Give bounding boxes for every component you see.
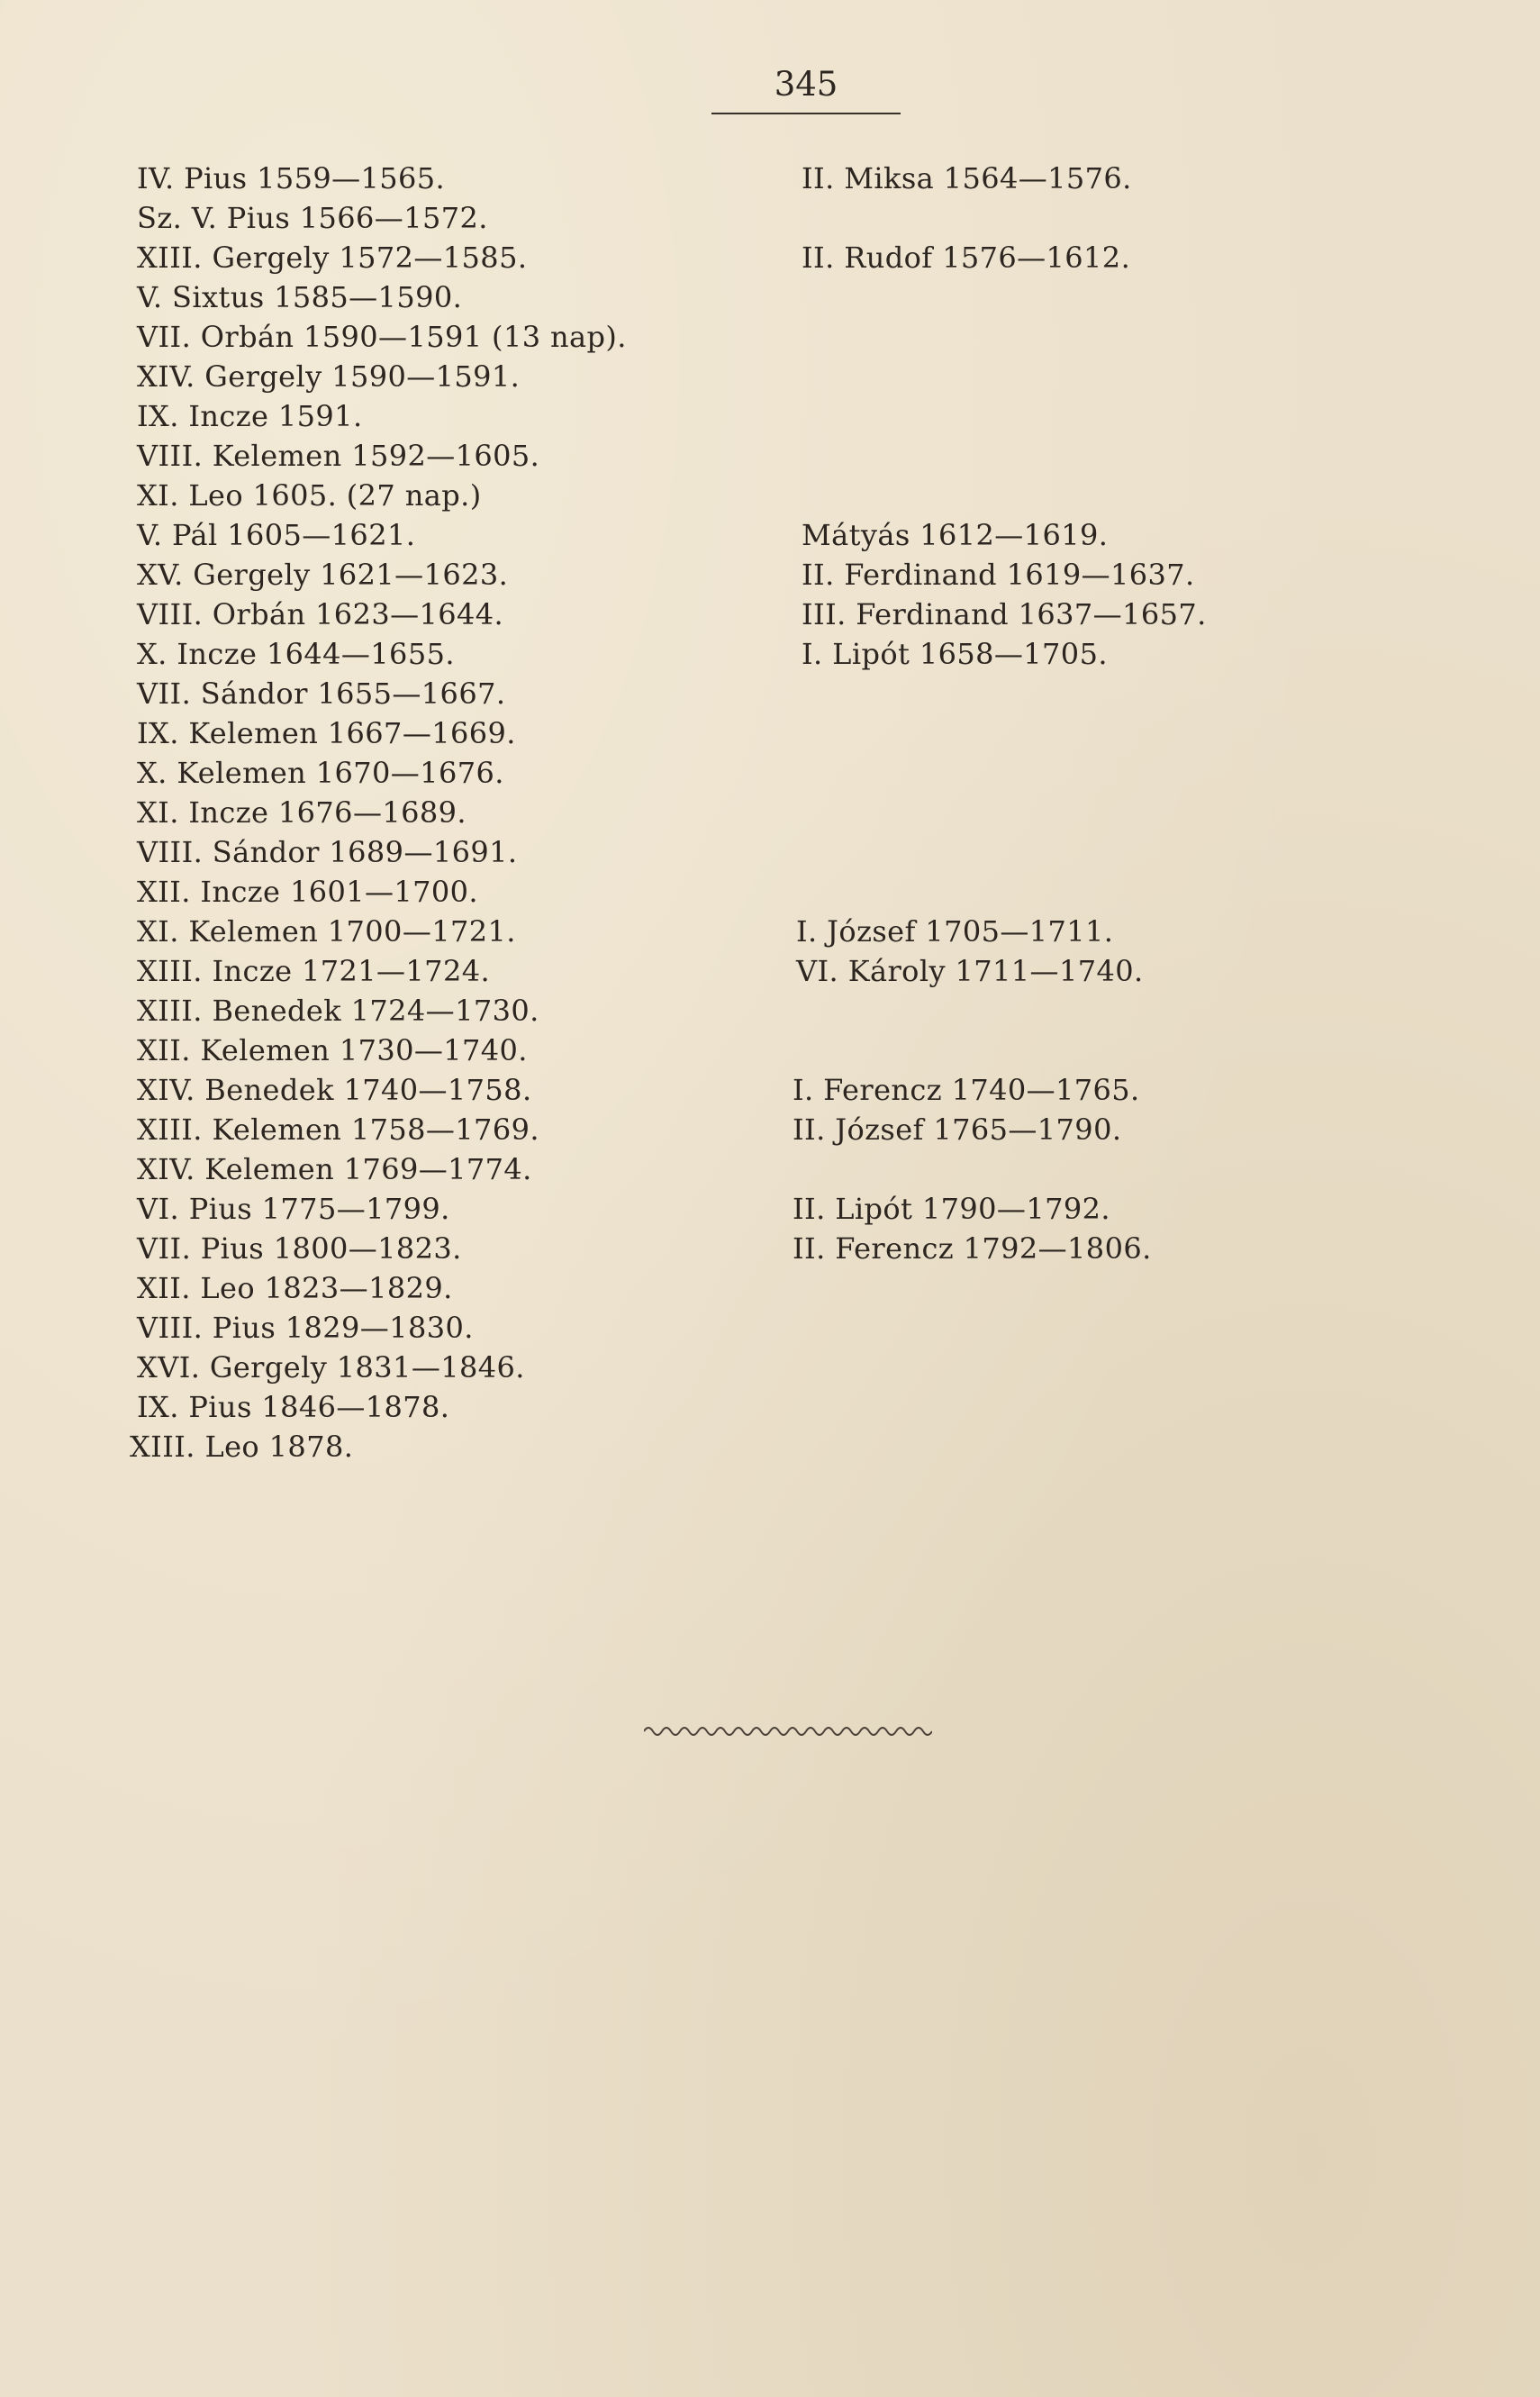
left-entry: VI. Pius 1775—1799. [137, 1192, 450, 1226]
page-number: 345 [774, 65, 838, 104]
left-entry: XII. Kelemen 1730—1740. [137, 1033, 528, 1067]
left-entry: XIV. Kelemen 1769—1774. [137, 1152, 532, 1186]
left-entry: XIII. Gergely 1572—1585. [137, 241, 528, 275]
left-entry: XIII. Leo 1878. [130, 1430, 354, 1464]
right-entry: II. Ferdinand 1619—1637. [802, 558, 1195, 592]
left-entry: XVI. Gergely 1831—1846. [137, 1350, 525, 1385]
left-entry: XIV. Benedek 1740—1758. [137, 1073, 532, 1107]
right-entry: I. Lipót 1658—1705. [802, 637, 1108, 671]
left-entry: IX. Incze 1591. [137, 399, 363, 433]
left-entry: XII. Leo 1823—1829. [137, 1271, 453, 1305]
left-entry: XIV. Gergely 1590—1591. [137, 359, 521, 394]
left-entry: X. Kelemen 1670—1676. [137, 756, 504, 790]
left-entry: VIII. Sándor 1689—1691. [137, 835, 518, 869]
left-entry: VII. Sándor 1655—1667. [137, 676, 506, 711]
right-entry: VI. Károly 1711—1740. [796, 954, 1144, 988]
right-entry: II. Ferencz 1792—1806. [793, 1231, 1152, 1266]
left-entry: XIII. Benedek 1724—1730. [137, 994, 539, 1028]
left-entry: XV. Gergely 1621—1623. [137, 558, 509, 592]
right-entry: II. József 1765—1790. [793, 1112, 1122, 1147]
left-entry: VIII. Kelemen 1592—1605. [137, 439, 540, 473]
left-entry: XII. Incze 1601—1700. [137, 875, 478, 909]
page-number-rule [711, 113, 901, 114]
left-entry: V. Sixtus 1585—1590. [137, 280, 463, 314]
right-entry: Mátyás 1612—1619. [802, 518, 1109, 552]
left-entry: X. Incze 1644—1655. [137, 637, 455, 671]
left-entry: XI. Kelemen 1700—1721. [137, 914, 516, 949]
wavy-ornament-divider [644, 1722, 932, 1744]
right-entry: I. József 1705—1711. [796, 914, 1114, 949]
left-entry: XIII. Incze 1721—1724. [137, 954, 491, 988]
left-entry: XIII. Kelemen 1758—1769. [137, 1112, 539, 1147]
right-entry: III. Ferdinand 1637—1657. [802, 597, 1207, 631]
right-entry: II. Lipót 1790—1792. [793, 1192, 1110, 1226]
left-entry: XI. Leo 1605. (27 nap.) [137, 478, 482, 513]
left-entry: VIII. Pius 1829—1830. [137, 1311, 474, 1345]
right-entry: I. Ferencz 1740—1765. [793, 1073, 1140, 1107]
left-entry: VII. Pius 1800—1823. [137, 1231, 462, 1266]
left-entry: IV. Pius 1559—1565. [137, 161, 446, 195]
right-entry: II. Miksa 1564—1576. [802, 161, 1132, 195]
left-entry: IX. Pius 1846—1878. [137, 1390, 450, 1424]
left-entry: XI. Incze 1676—1689. [137, 795, 467, 830]
right-entry: II. Rudof 1576—1612. [802, 241, 1131, 275]
left-entry: V. Pál 1605—1621. [137, 518, 416, 552]
left-entry: Sz. V. Pius 1566—1572. [137, 201, 488, 235]
left-entry: VII. Orbán 1590—1591 (13 nap). [137, 320, 627, 354]
left-entry: IX. Kelemen 1667—1669. [137, 716, 516, 750]
left-entry: VIII. Orbán 1623—1644. [137, 597, 504, 631]
